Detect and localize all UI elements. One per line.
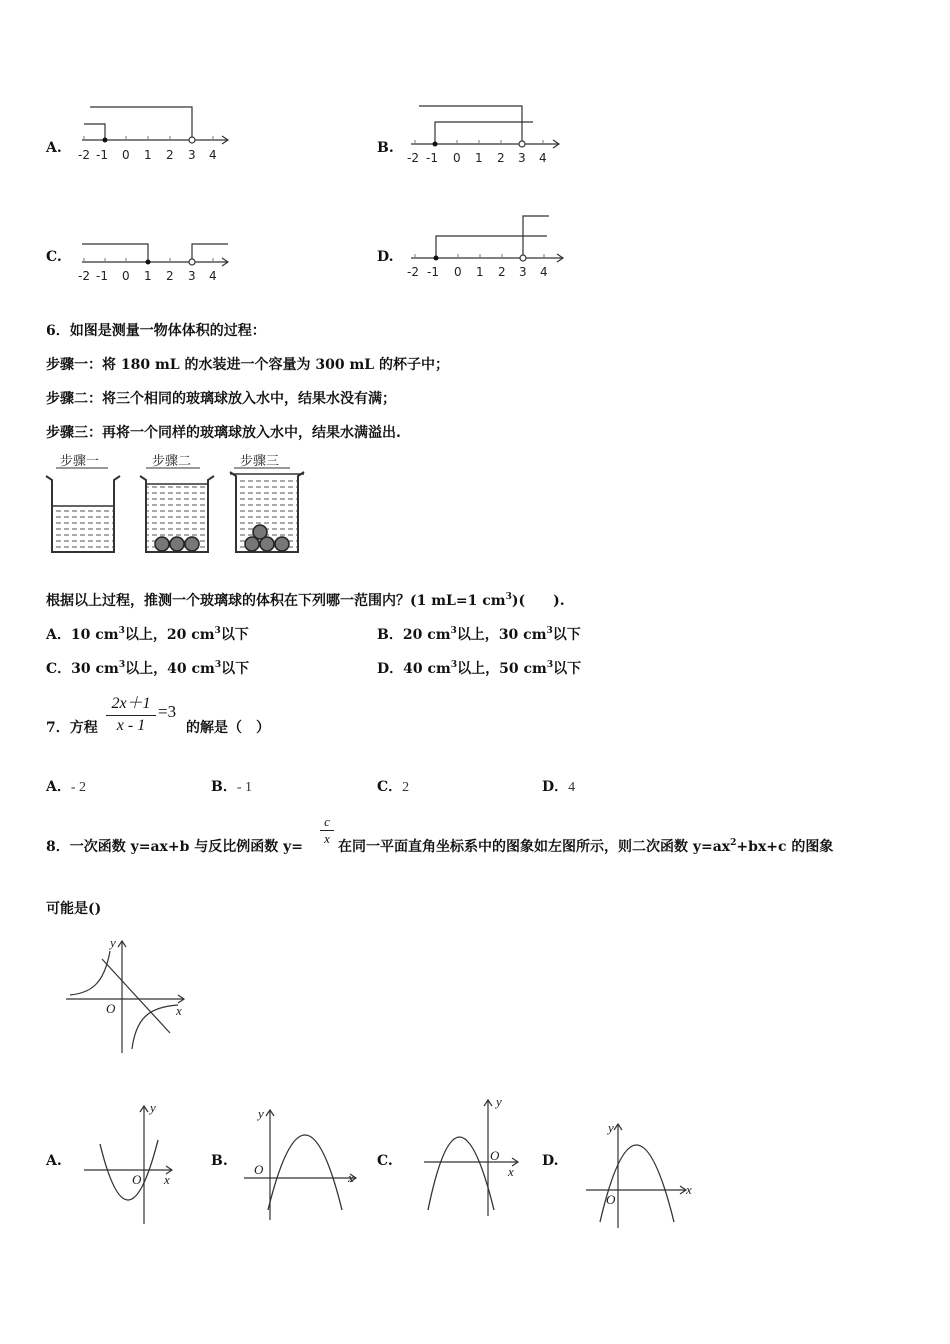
axis-x-label: x	[508, 1164, 514, 1179]
q8-line2: 可能是()	[46, 901, 102, 917]
q7-rhs: =3	[158, 702, 177, 721]
tick: -1	[96, 148, 108, 162]
axis-y-label: y	[608, 1120, 614, 1135]
q8-option-c-label[interactable]: C.	[377, 1153, 393, 1169]
q7-denominator: x - 1	[116, 717, 146, 734]
q5-option-d-label[interactable]: D.	[377, 249, 394, 265]
q8-text: 在同一平面直角坐标系中的图象如左图所示，则二次函数 $y=ax^2+bx+c$ 的图象	[338, 838, 834, 855]
beaker-1	[46, 476, 120, 552]
q8-fraction	[320, 814, 334, 847]
axis-y-label: y	[496, 1094, 502, 1109]
tick: 0	[122, 269, 130, 283]
q8-option-b-label[interactable]: B.	[211, 1153, 228, 1169]
q6-option-d[interactable]: D．40 $cm^3$以上，50 $cm^3$以下	[377, 660, 582, 677]
q6-step3: 步骤三：再将一个同样的玻璃球放入水中，结果水满溢出.	[46, 425, 401, 441]
q5-option-b-numberline	[407, 100, 567, 170]
q8-option-d-graph	[582, 1118, 697, 1230]
q7-prefix: 7．方程	[46, 720, 98, 736]
tick: -2	[407, 151, 419, 165]
origin-label: O	[254, 1162, 264, 1177]
tick: 0	[453, 151, 461, 165]
origin-label: O	[106, 1001, 116, 1016]
q7-fraction	[106, 690, 156, 735]
tick: 3	[188, 148, 196, 162]
figure-label-step3: 步骤三	[240, 454, 280, 469]
q6-step2: 步骤二：将三个相同的玻璃球放入水中，结果水没有满；	[46, 391, 396, 407]
tick: 4	[540, 265, 548, 279]
tick: 2	[166, 269, 174, 283]
axis-y-label: y	[110, 935, 116, 950]
q5-option-a-numberline	[76, 100, 236, 170]
q6-option-c[interactable]: C．30 $cm^3$以上，40 $cm^3$以下	[46, 660, 250, 677]
q6-beaker-figure	[40, 448, 310, 563]
q6-option-b[interactable]: B．20 $cm^3$以上，30 $cm^3$以下	[377, 626, 581, 643]
q6-step1: 步骤一：将 180 mL 的水装进一个容量为 300 mL 的杯子中；	[46, 357, 450, 373]
q6-option-a[interactable]: A．10 $cm^3$以上，20 $cm^3$以下	[46, 626, 249, 643]
axis-x-label: x	[164, 1172, 170, 1187]
tick: 3	[518, 151, 526, 165]
q5-option-a-label[interactable]: A.	[46, 140, 62, 156]
axis-x-label: x	[348, 1170, 354, 1185]
tick: 3	[188, 269, 196, 283]
tick: 1	[476, 265, 484, 279]
tick: 0	[454, 265, 462, 279]
q8-option-c-graph	[418, 1094, 528, 1222]
q8-reference-graph	[60, 935, 190, 1055]
tick: 1	[144, 269, 152, 283]
q6-question: 根据以上过程，推测一个玻璃球的体积在下列哪一范围内？(1 mL=1 $cm^3$)( ).	[46, 592, 565, 609]
q7-numerator: 2x＋1	[106, 690, 156, 716]
q8-frac-denominator: x	[324, 831, 330, 846]
q8-option-a-label[interactable]: A.	[46, 1153, 62, 1169]
tick: -1	[427, 265, 439, 279]
tick: 4	[209, 148, 217, 162]
origin-label: O	[132, 1172, 142, 1187]
q6-title: 6．如图是测量一物体体积的过程：	[46, 323, 266, 339]
tick: 1	[144, 148, 152, 162]
q7-suffix: 的解是（ ）	[186, 720, 270, 736]
axis-y-label: y	[258, 1106, 264, 1121]
tick: -1	[426, 151, 438, 165]
q8-option-b-graph	[240, 1100, 365, 1225]
origin-label: O	[606, 1192, 616, 1207]
tick: -2	[78, 269, 90, 283]
tick: 2	[497, 151, 505, 165]
q7-option-c[interactable]: C．2	[377, 779, 410, 795]
q7-option-a[interactable]: A．- 2	[46, 779, 87, 795]
q8-prefix: 8．一次函数 y=ax+b 与反比例函数 y=	[46, 839, 304, 855]
q7-option-d[interactable]: D．4	[542, 779, 576, 795]
axis-x-label: x	[686, 1182, 692, 1197]
q5-option-c-numberline	[76, 234, 236, 286]
axis-x-label: x	[176, 1003, 182, 1018]
tick: -2	[78, 148, 90, 162]
beaker-2	[140, 476, 214, 552]
tick: 0	[122, 148, 130, 162]
q5-option-d-numberline	[407, 212, 572, 284]
q7-option-b[interactable]: B．- 1	[211, 779, 253, 795]
figure-label-step2: 步骤二	[152, 454, 192, 469]
tick: 4	[539, 151, 547, 165]
q5-option-b-label[interactable]: B.	[377, 140, 394, 156]
tick: -1	[96, 269, 108, 283]
tick: 2	[166, 148, 174, 162]
tick: 2	[498, 265, 506, 279]
q5-option-c-label[interactable]: C.	[46, 249, 62, 265]
axis-y-label: y	[150, 1100, 156, 1115]
q8-option-a-graph	[80, 1098, 180, 1228]
tick: -2	[407, 265, 419, 279]
q8-option-d-label[interactable]: D.	[542, 1153, 559, 1169]
tick: 3	[519, 265, 527, 279]
figure-label-step1: 步骤一	[60, 454, 100, 469]
beaker-3	[230, 472, 304, 552]
origin-label: O	[490, 1148, 500, 1163]
tick: 1	[475, 151, 483, 165]
tick: 4	[209, 269, 217, 283]
q8-frac-numerator: c	[320, 814, 334, 831]
